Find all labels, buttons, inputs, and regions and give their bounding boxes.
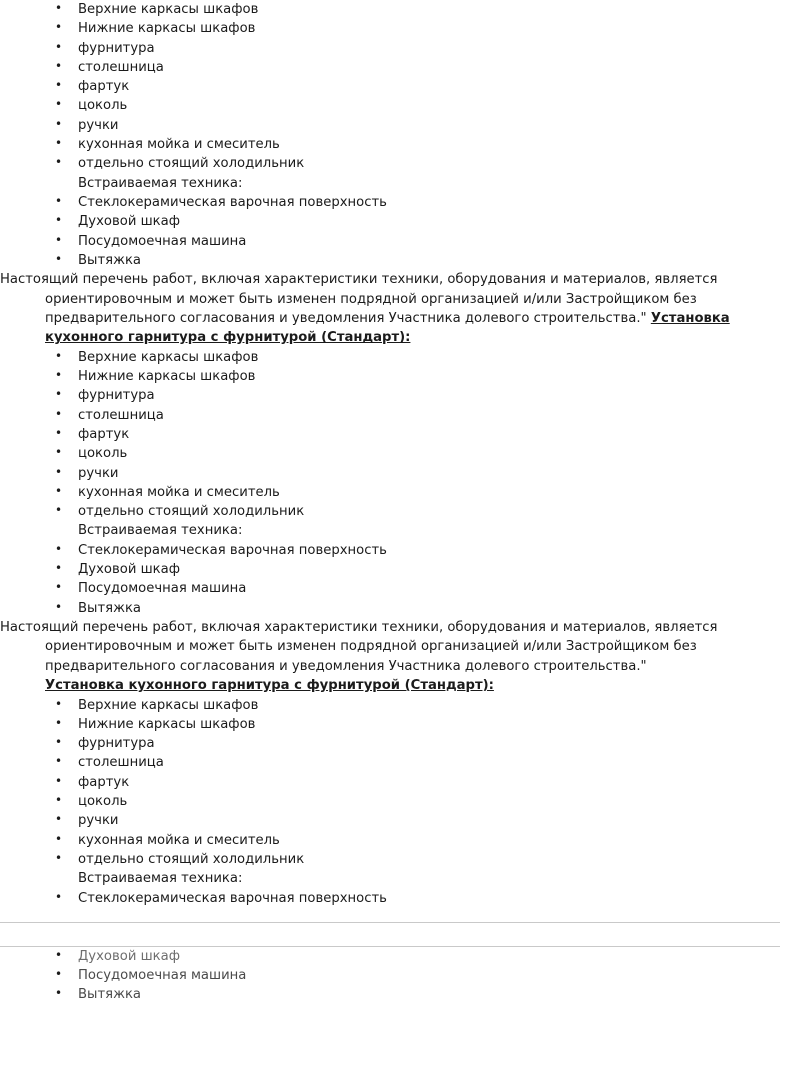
list-item: • отдельно стоящий холодильник	[0, 850, 780, 869]
list-item: • фурнитура	[0, 386, 780, 405]
list-kitchen-set-3	[0, 696, 780, 908]
list-item: • Духовой шкаф	[0, 947, 780, 966]
list-subheading: Встраиваемая техника:	[78, 871, 243, 887]
list-item: • Вытяжка	[0, 251, 780, 270]
list-item: • кухонная мойка и смеситель	[0, 135, 780, 154]
list-item: • Верхние каркасы шкафов	[0, 0, 780, 19]
paragraph-line: Настоящий перечень работ, включая характеристики техники, оборудования и материалов, является	[0, 272, 718, 288]
page-separator-top	[0, 922, 780, 923]
list-item: • Посудомоечная машина	[0, 232, 780, 251]
disclaimer-paragraph-1	[0, 270, 780, 328]
list-item: • ручки	[0, 116, 780, 135]
list-item: • Нижние каркасы шкафов	[0, 367, 780, 386]
paragraph-line: предварительного согласования и уведомления Участника долевого строительства."	[45, 658, 647, 674]
list-item: • фурнитура	[0, 734, 780, 753]
list-item: • цоколь	[0, 444, 780, 463]
list-subheading: Встраиваемая техника:	[78, 175, 243, 191]
section-heading-inline: Установка	[650, 310, 730, 326]
list-item: • отдельно стоящий холодильник	[0, 154, 780, 173]
section-heading-1	[0, 328, 780, 347]
paragraph-line: ориентировочным и может быть изменен подрядной организацией и/или Застройщиком без	[45, 639, 697, 655]
list-item: • кухонная мойка и смеситель	[0, 483, 780, 502]
disclaimer-paragraph-2	[0, 618, 780, 676]
list-kitchen-set-3-continued	[0, 947, 780, 1005]
section-heading-text: Установка кухонного гарнитура с фурнитурой (Стандарт):	[45, 678, 494, 694]
list-item: • Стеклокерамическая варочная поверхность	[0, 889, 780, 908]
list-item: • столешница	[0, 58, 780, 77]
paragraph-text: предварительного согласования и уведомления Участника долевого строительства."	[45, 310, 647, 326]
list-item: • ручки	[0, 811, 780, 830]
list-item: • Стеклокерамическая варочная поверхность	[0, 193, 780, 212]
list-item: • Посудомоечная машина	[0, 966, 780, 985]
list-subheading: Встраиваемая техника:	[78, 523, 243, 539]
section-heading-text: кухонного гарнитура с фурнитурой (Стандарт):	[45, 330, 411, 346]
list-item: • Нижние каркасы шкафов	[0, 19, 780, 38]
list-item: • Верхние каркасы шкафов	[0, 348, 780, 367]
paragraph-line: Настоящий перечень работ, включая характеристики техники, оборудования и материалов, является	[0, 619, 718, 635]
list-item: • кухонная мойка и смеситель	[0, 831, 780, 850]
list-kitchen-set-1	[0, 0, 780, 270]
paragraph-line	[0, 309, 780, 328]
list-item: • фартук	[0, 425, 780, 444]
section-heading-2	[0, 676, 780, 695]
list-item: • Вытяжка	[0, 985, 780, 1004]
list-item: • фурнитура	[0, 39, 780, 58]
list-item: • цоколь	[0, 96, 780, 115]
list-item: • Духовой шкаф	[0, 560, 780, 579]
list-item: • Вытяжка	[0, 599, 780, 618]
list-item: • Нижние каркасы шкафов	[0, 715, 780, 734]
list-item: • Посудомоечная машина	[0, 579, 780, 598]
list-item: • цоколь	[0, 792, 780, 811]
list-item: • столешница	[0, 753, 780, 772]
list-item: • столешница	[0, 406, 780, 425]
list-item: • отдельно стоящий холодильник	[0, 502, 780, 521]
list-item: • ручки	[0, 464, 780, 483]
list-item: • Стеклокерамическая варочная поверхность	[0, 541, 780, 560]
list-item: • Духовой шкаф	[0, 212, 780, 231]
list-item: • фартук	[0, 77, 780, 96]
list-kitchen-set-2	[0, 348, 780, 618]
list-item: • Верхние каркасы шкафов	[0, 696, 780, 715]
list-item: • фартук	[0, 773, 780, 792]
paragraph-line: ориентировочным и может быть изменен подрядной организацией и/или Застройщиком без	[45, 291, 697, 307]
